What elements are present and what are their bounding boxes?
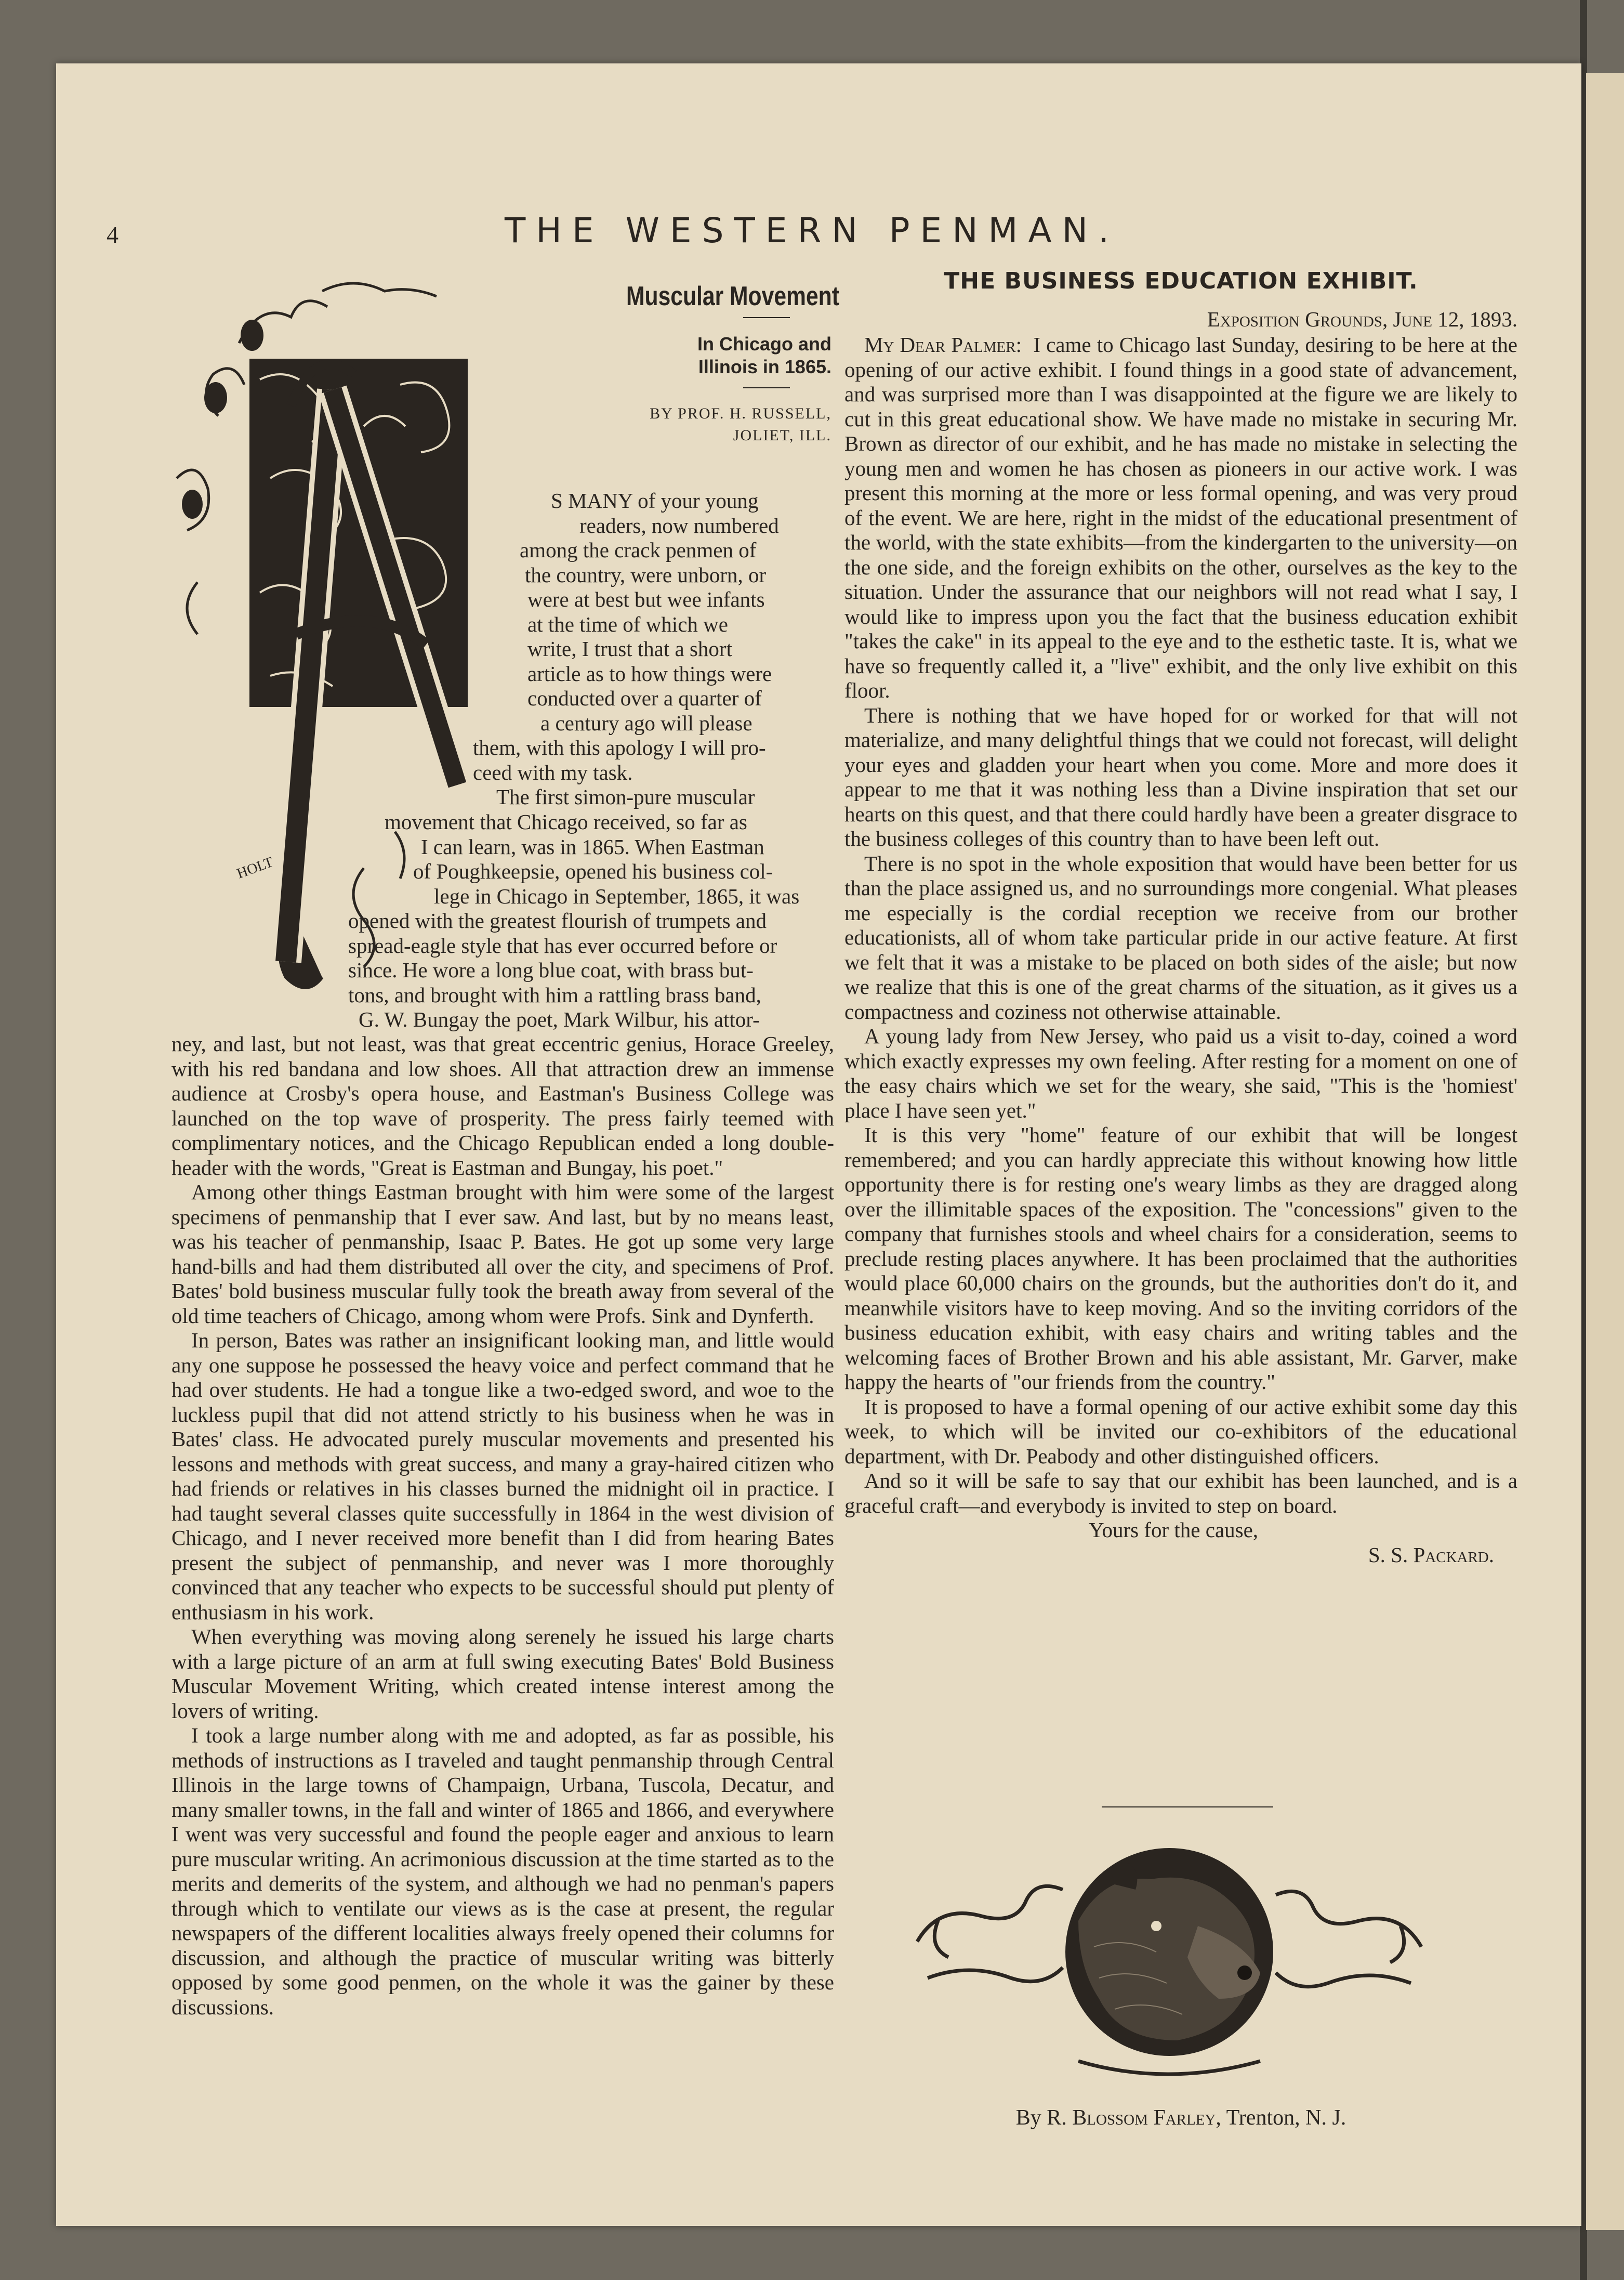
paragraph: Among other things Eastman brought with him were some of the largest specimens of penmanship that I ever saw. And last, but by no means least, was his teacher of penmanship, Isaac P. Bates. He got up some very large hand-bills and had them distributed all over the city, and specimens of Prof. Bates' bold business muscular fully took the breath away from several of the old time teachers of Chicago, among whom were Profs. Sink and Dynferth. bbox=[171, 1180, 834, 1328]
line: a century ago will please bbox=[540, 711, 752, 735]
next-page-edge bbox=[1586, 73, 1624, 2230]
wrapped-text-block-3 bbox=[473, 736, 831, 810]
caption-prefix: By R. bbox=[1015, 2106, 1067, 2130]
page-number: 4 bbox=[107, 221, 118, 248]
left-article-body bbox=[171, 1032, 834, 2020]
line: of Poughkeepsie, opened his business col- bbox=[413, 859, 773, 883]
line: readers, now numbered bbox=[579, 513, 779, 538]
line: since. He wore a long blue coat, with brass but- bbox=[348, 958, 754, 982]
dateline: Exposition Grounds, June 12, 1893. bbox=[1207, 307, 1517, 331]
closing: Yours for the cause, bbox=[1089, 1518, 1259, 1542]
line: ceed with my task. bbox=[473, 760, 633, 784]
line: The first simon-pure muscular bbox=[496, 785, 755, 809]
line: among the crack penmen of bbox=[520, 538, 757, 562]
line: opened with the greatest flourish of trumpets and bbox=[348, 909, 767, 933]
line: I can learn, was in 1865. When Eastman bbox=[421, 834, 764, 859]
line: conducted over a quarter of bbox=[527, 686, 762, 710]
paragraph: It is proposed to have a formal opening of our active exhibit some day this week, to which will be invited our co-exhibitors of the educational department, with Dr. Peabody and other distinguished officers. bbox=[844, 1394, 1517, 1468]
caption-suffix: , Trenton, N. J. bbox=[1216, 2106, 1346, 2130]
right-article-title: THE BUSINESS EDUCATION EXHIBIT. bbox=[944, 268, 1418, 294]
byline-place: JOLIET, ILL. bbox=[733, 427, 831, 444]
line: S MANY of your young bbox=[551, 489, 759, 513]
left-article-byline bbox=[603, 403, 831, 447]
wrapped-text-block-2 bbox=[520, 538, 831, 736]
line: movement that Chicago received, so far as bbox=[385, 810, 747, 834]
byline-author: BY PROF. H. RUSSELL, bbox=[650, 405, 831, 422]
paragraph: In person, Bates was rather an insignificant looking man, and little would any one suppose he possessed the heavy voice and perfect command that he had over students. He had a tongue like a two-edged sword, and woe to the luckless pupil that did not attend strictly to his business when he was in Bates' class. He advocated purely muscular movements and presented his lessons and methods with great success, and many a gray-haired citizen who had friends or relatives in his classes burned the midnight oil in practice. I had taught several classes quite successfully in 1864 in the west division of Chicago, and I never received more benefit than I did from hearing Bates present the subject of penmanship, and never was I more thoroughly convinced that any teacher who expects to be successful should put plenty of enthusiasm in his work. bbox=[171, 1328, 834, 1624]
paragraph: It is this very "home" feature of our exhibit that will be longest remembered; and you can hardly appreciate this without knowing how little opportunity there is for resting one's weary limbs as they are dragged along over the illimitable spaces of the exposition. The "concessions" given to the company that furnishes stools and wheel chairs for a consideration, seems to preclude resting places anywhere. It has been proclaimed that the authorities would place 60,000 chairs on the grounds, but the authorities don't do it, and meanwhile visitors have to keep moving. And so the inviting corridors of the business education exhibit, with easy chairs and writing tables and the welcoming faces of Brother Brown and his able assistant, Mr. Garver, make happy the hearts of "our friends from the country." bbox=[844, 1123, 1517, 1394]
line: were at best but wee infants bbox=[527, 587, 765, 611]
bear-head-illustration bbox=[907, 1843, 1432, 2082]
line: lege in Chicago in September, 1865, it was bbox=[434, 884, 800, 908]
line: them, with this apology I will pro- bbox=[473, 736, 766, 759]
paragraph: I took a large number along with me and adopted, as far as possible, his methods of instructions as I traveled and taught penmanship through Central Illinois in the large towns of Champaign, Urbana, Tuscola, Decatur, and many smaller towns, in the fall and winter of 1865 and 1866, and everywhere I went was very successful and found the people eager and anxious to learn pure muscular writing. An acrimonious discussion at the time started as to the merits and demerits of the system, and although we had no penman's papers through which to ventilate our views as is the case at present, the regular newspapers of the different localities always freely opened their columns for discussion, and although the practice of muscular writing was bitterly opposed by some good penmen, on the whole it was the gainer by these discussions. bbox=[171, 1723, 834, 2019]
caption-name: Blossom Farley bbox=[1072, 2106, 1216, 2130]
masthead: THE WESTERN PENMAN. bbox=[504, 211, 1120, 251]
dropcap-signature: HOLT bbox=[234, 854, 276, 882]
line: the country, were unborn, or bbox=[525, 562, 767, 587]
right-article-body bbox=[844, 333, 1517, 1567]
paragraph: There is nothing that we have hoped for or worked for that will not materialize, and many delightful things that we could not forecast, will delight your eyes and gladden your heart when you come. More and more does it appear to me that it was nothing less than a Divine inspiration that set our hearts on this quest, and that there could hardly have been a greater disgrace to the business colleges of this country than to have been left out. bbox=[844, 703, 1517, 850]
paragraph: I came to Chicago last Sunday, desiring to be here at the opening of our active exhibit. I found things in a good state of advancement, and was surprised more than I was disappointed at the figure we are likely to cut in this great educational show. We have made no mistake in securing Mr. Brown as director of our exhibit, and he has made no mistake in selecting the young men and women he has chosen as pioneers in our active work. I was present this morning at the more or less formal opening, and was very proud of the event. We are here, right in the midst of the educational presentment of the world, with the state exhibits—from the kindergarten to the university—on the one side, and the foreign exhibits on the other, ourselves as the key to the situation. Under the assurance that our neighbors will not read what I say, I would like to impress upon you the fact that the business education exhibit "takes the cake" in its appeal to the eye and to the esthetic taste. It is, what we have so frequently called it, a "live" exhibit, and the only live exhibit on this floor. bbox=[844, 333, 1518, 702]
subtitle-rule bbox=[743, 387, 790, 388]
paragraph: There is no spot in the whole exposition that would have been better for us than the place assigned us, and no surroundings more congenial. What pleases me especially is the cordial reception we receive from our brother educationists, all of whom take particular pride in our active feature. At first we felt that it was a mistake to be placed on both sides of the aisle; but now we realize that this is one of the great charms of the situation, as it gives us a compactness and coziness not otherwise attainable. bbox=[844, 851, 1517, 1024]
signature: S. S. Packard. bbox=[1368, 1542, 1494, 1567]
title-rule bbox=[743, 317, 790, 318]
left-article-subtitle: In Chicago and Illinois in 1865. bbox=[697, 333, 831, 377]
wrapped-text-block-1 bbox=[551, 489, 831, 538]
illustration-caption bbox=[844, 2105, 1517, 2130]
left-article-title: Muscular Movement bbox=[626, 281, 839, 311]
line: spread-eagle style that has ever occurred before or bbox=[348, 933, 777, 958]
line: at the time of which we bbox=[527, 612, 728, 636]
paragraph: And so it will be safe to say that our exhibit has been launched, and is a graceful craft—and everybody is invited to step on board. bbox=[844, 1469, 1517, 1517]
section-rule bbox=[1102, 1806, 1273, 1807]
line: write, I trust that a short bbox=[527, 637, 732, 661]
wrapped-text-block-4 bbox=[348, 810, 831, 1032]
salutation: My Dear Palmer: bbox=[864, 333, 1022, 357]
paragraph: A young lady from New Jersey, who paid us a visit to-day, coined a word which exactly expresses my own feeling. After resting for a moment on one of the easy chairs which we set for the weary, she said, "This is the 'homiest' place I have seen yet." bbox=[844, 1024, 1517, 1122]
paragraph: When everything was moving along serenely he issued his large charts with a large picture of an arm at full swing executing Bates' Bold Business Muscular Movement Writing, which created intense interest among the lovers of writing. bbox=[171, 1624, 834, 1723]
line: article as to how things were bbox=[527, 661, 772, 686]
line: G. W. Bungay the poet, Mark Wilbur, his attor- bbox=[359, 1007, 760, 1031]
line: tons, and brought with him a rattling brass band, bbox=[348, 982, 761, 1007]
paragraph: ney, and last, but not least, was that great eccentric genius, Horace Greeley, with his red bandana and low shoes. All that attraction drew an immense audience at Crosby's opera house, and Eastman's Business College was launched on the top wave of prosperity. The press fairly teemed with complimentary notices, and the Chicago Republican ended a long double-header with the words, "Great is Eastman and Bungay, his poet." bbox=[171, 1032, 834, 1180]
